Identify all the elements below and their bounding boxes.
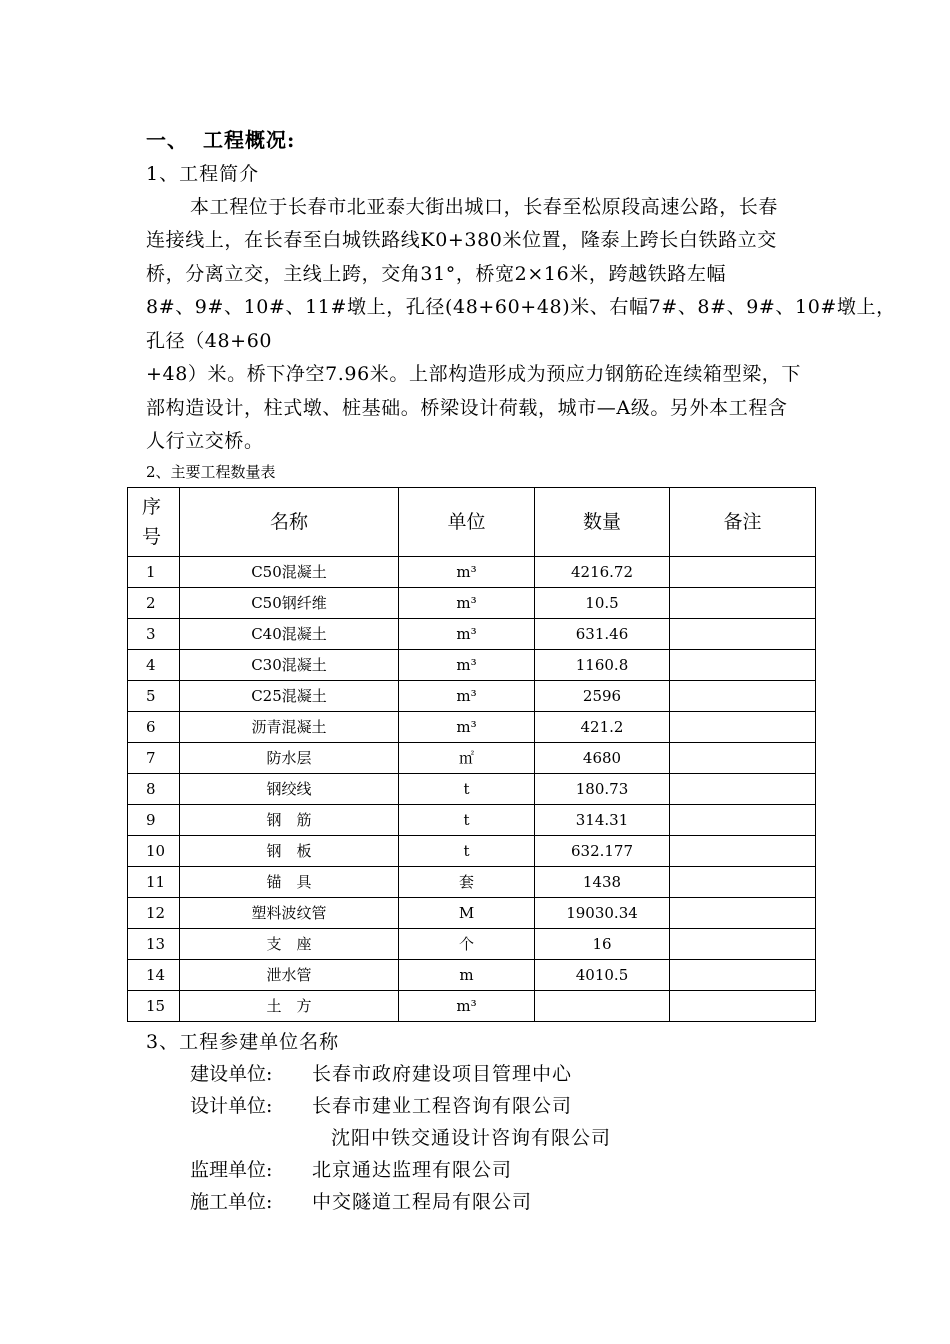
cell-name: C50混凝土 xyxy=(180,557,399,588)
cell-name: 塑料波纹管 xyxy=(180,898,399,929)
cell-note xyxy=(670,557,816,588)
cell-index: 2 xyxy=(128,588,180,619)
cell-quantity: 314.31 xyxy=(535,805,670,836)
table-row xyxy=(128,929,816,960)
cell-note xyxy=(670,805,816,836)
cell-quantity: 631.46 xyxy=(535,619,670,650)
subheading-quantity-table: 2、主要工程数量表 xyxy=(146,463,276,481)
cell-unit: m³ xyxy=(399,991,535,1022)
cell-note xyxy=(670,774,816,805)
header-name: 名称 xyxy=(180,488,399,557)
cell-quantity: 2596 xyxy=(535,681,670,712)
cell-unit: m³ xyxy=(399,712,535,743)
intro-line: 人行立交桥。 xyxy=(146,430,264,452)
cell-index: 8 xyxy=(128,774,180,805)
cell-unit: t xyxy=(399,836,535,867)
participant-org: 中交隧道工程局有限公司 xyxy=(312,1191,533,1213)
cell-quantity: 1160.8 xyxy=(535,650,670,681)
section-title: 工程概况: xyxy=(203,128,296,152)
cell-unit: m³ xyxy=(399,650,535,681)
section-heading xyxy=(146,124,295,153)
cell-unit: 套 xyxy=(399,867,535,898)
cell-name: 防水层 xyxy=(180,743,399,774)
cell-name: 钢 板 xyxy=(180,836,399,867)
participant-role: 施工单位: xyxy=(190,1191,273,1213)
table-row xyxy=(128,991,816,1022)
intro-line: 桥，分离立交，主线上跨，交角31°，桥宽2×16米，跨越铁路左幅 xyxy=(146,263,727,285)
table-row xyxy=(128,743,816,774)
participant-role: 监理单位: xyxy=(190,1159,273,1181)
participant-org: 长春市政府建设项目管理中心 xyxy=(312,1063,573,1085)
cell-unit: 个 xyxy=(399,929,535,960)
cell-unit: m³ xyxy=(399,557,535,588)
table-row xyxy=(128,619,816,650)
cell-name: C40混凝土 xyxy=(180,619,399,650)
cell-quantity: 1438 xyxy=(535,867,670,898)
cell-quantity: 19030.34 xyxy=(535,898,670,929)
table-row xyxy=(128,836,816,867)
quantity-table xyxy=(127,487,816,1022)
cell-quantity xyxy=(535,991,670,1022)
table-row xyxy=(128,650,816,681)
cell-index: 11 xyxy=(128,867,180,898)
table-row xyxy=(128,805,816,836)
intro-line: 本工程位于长春市北亚泰大街出城口，长春至松原段高速公路，长春 xyxy=(190,196,779,218)
cell-index: 4 xyxy=(128,650,180,681)
table-row xyxy=(128,960,816,991)
cell-index: 6 xyxy=(128,712,180,743)
cell-note xyxy=(670,743,816,774)
header-unit: 单位 xyxy=(399,488,535,557)
table-row xyxy=(128,774,816,805)
cell-quantity: 16 xyxy=(535,929,670,960)
section-number: 一、 xyxy=(146,128,188,152)
participant-role: 设计单位: xyxy=(190,1095,273,1117)
cell-note xyxy=(670,991,816,1022)
intro-line: 部构造设计，柱式墩、桩基础。桥梁设计荷载，城市—A级。另外本工程含 xyxy=(146,397,788,419)
cell-index: 13 xyxy=(128,929,180,960)
table-row xyxy=(128,557,816,588)
cell-quantity: 4680 xyxy=(535,743,670,774)
subheading-participants: 3、工程参建单位名称 xyxy=(146,1031,340,1053)
cell-index: 3 xyxy=(128,619,180,650)
cell-name: 土 方 xyxy=(180,991,399,1022)
cell-quantity: 4216.72 xyxy=(535,557,670,588)
cell-name: 泄水管 xyxy=(180,960,399,991)
cell-index: 1 xyxy=(128,557,180,588)
cell-index: 10 xyxy=(128,836,180,867)
cell-name: C25混凝土 xyxy=(180,681,399,712)
cell-index: 14 xyxy=(128,960,180,991)
cell-unit: M xyxy=(399,898,535,929)
cell-name: 钢 筋 xyxy=(180,805,399,836)
cell-unit: ㎡ xyxy=(399,743,535,774)
table-row xyxy=(128,681,816,712)
cell-note xyxy=(670,588,816,619)
header-quantity: 数量 xyxy=(535,488,670,557)
cell-quantity: 4010.5 xyxy=(535,960,670,991)
cell-index: 9 xyxy=(128,805,180,836)
participant-org: 沈阳中铁交通设计咨询有限公司 xyxy=(331,1127,612,1149)
subheading-intro: 1、工程简介 xyxy=(146,163,260,185)
cell-quantity: 632.177 xyxy=(535,836,670,867)
cell-unit: t xyxy=(399,805,535,836)
cell-index: 15 xyxy=(128,991,180,1022)
cell-name: 支 座 xyxy=(180,929,399,960)
cell-note xyxy=(670,681,816,712)
cell-unit: m³ xyxy=(399,619,535,650)
intro-line: +48）米。桥下净空7.96米。上部构造形成为预应力钢筋砼连续箱型梁，下 xyxy=(146,363,802,385)
table-row xyxy=(128,867,816,898)
table-row xyxy=(128,588,816,619)
cell-note xyxy=(670,836,816,867)
cell-unit: m xyxy=(399,960,535,991)
cell-note xyxy=(670,898,816,929)
cell-note xyxy=(670,960,816,991)
intro-line: 8#、9#、10#、11#墩上，孔径(48+60+48)米、右幅7#、8#、9#、10#墩上， xyxy=(146,296,896,318)
cell-name: 钢绞线 xyxy=(180,774,399,805)
table-header-row xyxy=(128,488,816,557)
participant-org: 长春市建业工程咨询有限公司 xyxy=(312,1095,573,1117)
intro-line: 孔径（48+60 xyxy=(146,330,273,352)
cell-name: 锚 具 xyxy=(180,867,399,898)
header-index: 序 号 xyxy=(128,488,180,557)
cell-index: 7 xyxy=(128,743,180,774)
cell-index: 5 xyxy=(128,681,180,712)
cell-note xyxy=(670,712,816,743)
cell-name: 沥青混凝土 xyxy=(180,712,399,743)
cell-quantity: 421.2 xyxy=(535,712,670,743)
table-row xyxy=(128,712,816,743)
cell-quantity: 180.73 xyxy=(535,774,670,805)
header-note: 备注 xyxy=(670,488,816,557)
cell-name: C30混凝土 xyxy=(180,650,399,681)
participant-org: 北京通达监理有限公司 xyxy=(312,1159,513,1181)
cell-note xyxy=(670,650,816,681)
cell-name: C50钢纤维 xyxy=(180,588,399,619)
cell-note xyxy=(670,867,816,898)
cell-unit: m³ xyxy=(399,681,535,712)
cell-unit: t xyxy=(399,774,535,805)
cell-note xyxy=(670,619,816,650)
cell-index: 12 xyxy=(128,898,180,929)
cell-note xyxy=(670,929,816,960)
cell-unit: m³ xyxy=(399,588,535,619)
cell-quantity: 10.5 xyxy=(535,588,670,619)
participant-role: 建设单位: xyxy=(190,1063,273,1085)
table-row xyxy=(128,898,816,929)
intro-line: 连接线上，在长春至白城铁路线K0+380米位置，隆泰上跨长白铁路立交 xyxy=(146,229,777,251)
